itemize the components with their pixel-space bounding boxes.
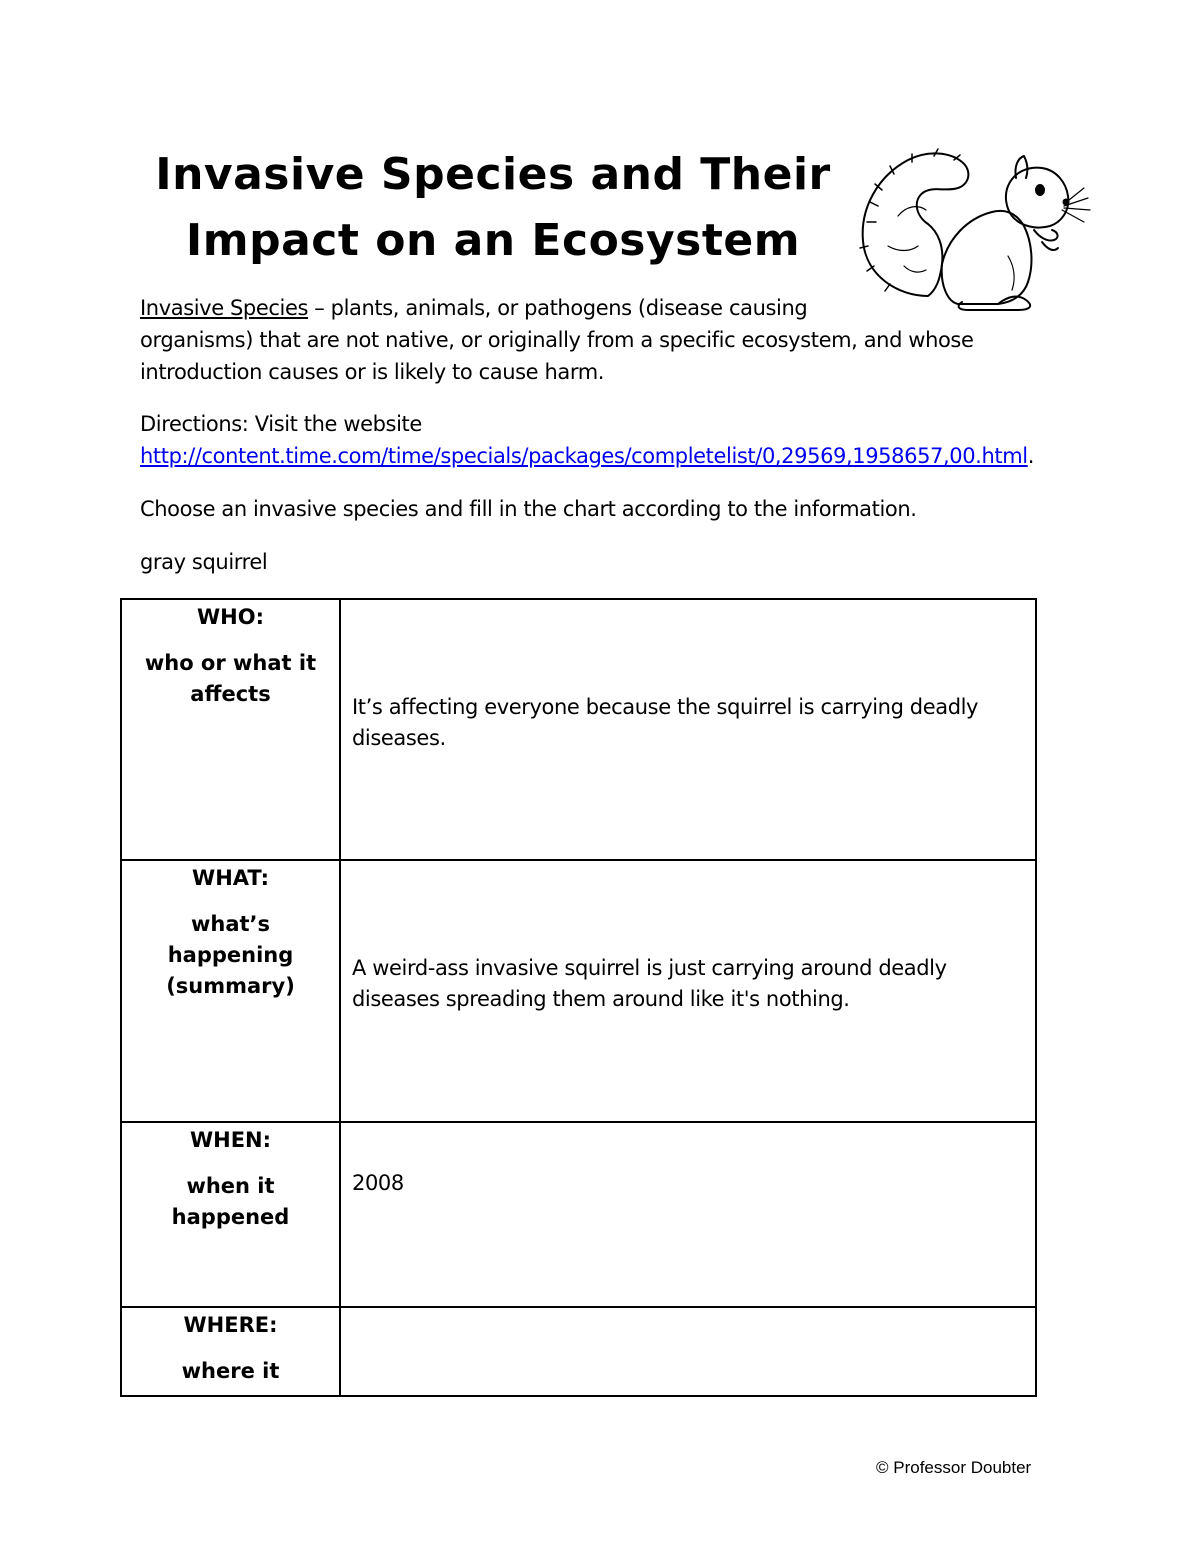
row-subheading: who or what it affects bbox=[144, 651, 317, 706]
copyright-footer: © Professor Doubter bbox=[876, 1458, 1032, 1477]
row-heading: WHO: bbox=[197, 605, 264, 629]
row-subheading: when it happened bbox=[171, 1174, 290, 1229]
chart-row-what bbox=[122, 861, 1035, 1123]
definition-paragraph bbox=[140, 292, 1040, 388]
directions-lead: Directions: Visit the website bbox=[140, 412, 422, 436]
row-subheading: what’s happening (summary) bbox=[166, 912, 295, 998]
chosen-species: gray squirrel bbox=[140, 550, 268, 574]
row-heading: WHERE: bbox=[183, 1313, 278, 1337]
chart-row-who bbox=[122, 600, 1035, 861]
answer-what[interactable]: A weird-ass invasive squirrel is just carrying around deadly diseases spreading them around like it's nothing. bbox=[352, 956, 947, 1011]
directions-paragraph bbox=[140, 408, 1100, 472]
row-subheading: where it bbox=[181, 1359, 280, 1383]
chart-row-when bbox=[122, 1123, 1035, 1308]
row-label-where bbox=[122, 1308, 341, 1397]
row-label-what bbox=[122, 861, 341, 1121]
row-heading: WHAT: bbox=[192, 866, 269, 890]
row-heading: WHEN: bbox=[189, 1128, 272, 1152]
species-chart bbox=[120, 598, 1037, 1397]
choose-instruction: Choose an invasive species and fill in the chart according to the information. bbox=[140, 497, 917, 521]
directions-trail: . bbox=[1027, 444, 1034, 468]
row-label-who bbox=[122, 600, 341, 859]
page-title bbox=[140, 142, 846, 274]
title-line-1: Invasive Species and Their bbox=[155, 149, 831, 200]
title-line-2: Impact on an Ecosystem bbox=[185, 215, 801, 266]
row-label-when bbox=[122, 1123, 341, 1306]
website-link[interactable]: http://content.time.com/time/specials/packages/completelist/0,29569,1958657,00.html bbox=[140, 444, 1028, 468]
definition-text-2: organisms) that are not native, or originally from a specific ecosystem, and whose introduction causes or is likely to cause harm. bbox=[140, 328, 974, 384]
answer-when[interactable]: 2008 bbox=[352, 1171, 404, 1195]
answer-who[interactable]: It’s affecting everyone because the squirrel is carrying deadly diseases. bbox=[352, 695, 979, 750]
squirrel-illustration bbox=[858, 146, 1094, 312]
chart-row-where bbox=[122, 1308, 1035, 1397]
definition-term: Invasive Species bbox=[140, 296, 309, 320]
definition-text-1: – plants, animals, or pathogens (disease causing bbox=[308, 296, 808, 320]
